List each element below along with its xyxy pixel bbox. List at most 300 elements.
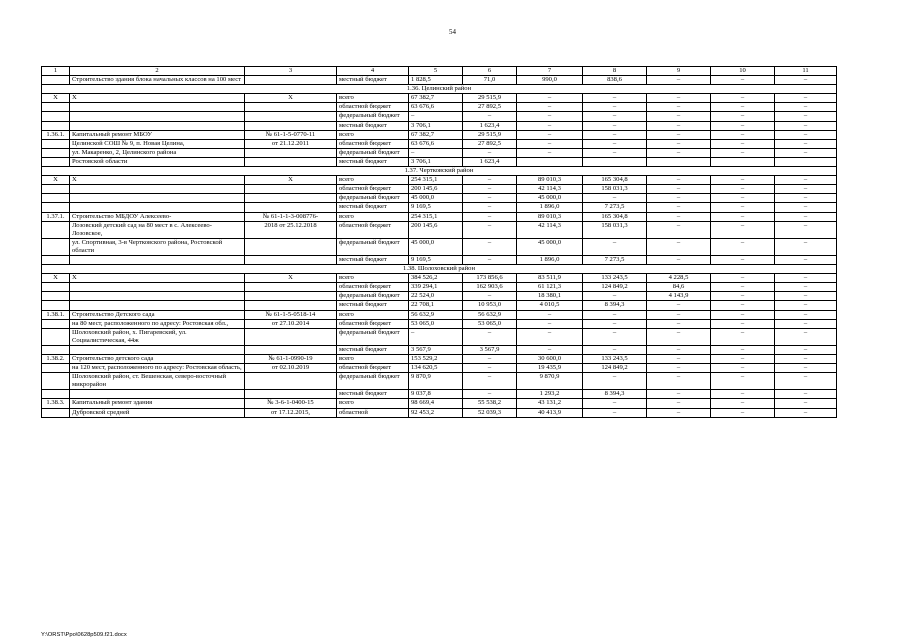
table-cell: 158 031,3: [583, 221, 647, 238]
table-cell: 67 382,7: [409, 130, 463, 139]
table-cell: 162 903,6: [463, 283, 517, 292]
table-cell: [245, 185, 337, 194]
table-cell: –: [711, 121, 775, 130]
table-cell: [245, 373, 337, 390]
column-header: 9: [647, 67, 711, 76]
table-cell: 200 145,6: [409, 221, 463, 238]
table-cell: –: [517, 121, 583, 130]
table-cell: 83 511,9: [517, 274, 583, 283]
table-cell: –: [463, 194, 517, 203]
table-cell: 45 000,0: [517, 194, 583, 203]
table-cell: 1.37.1.: [42, 212, 70, 221]
table-cell: –: [647, 319, 711, 328]
table-cell: [245, 76, 337, 85]
table-cell: 56 632,9: [463, 310, 517, 319]
table-cell: Строительство здания блока начальных классов на 100 мест: [70, 76, 245, 85]
table-cell: –: [517, 345, 583, 354]
table-cell: [42, 221, 70, 238]
table-cell: –: [711, 76, 775, 85]
table-cell: [245, 121, 337, 130]
column-header: 7: [517, 67, 583, 76]
table-row: [42, 194, 837, 203]
table-cell: –: [583, 121, 647, 130]
table-cell: –: [775, 176, 837, 185]
table-cell: [42, 112, 70, 121]
table-cell: местный бюджет: [337, 301, 409, 310]
table-cell: –: [775, 121, 837, 130]
table-cell: 8 394,3: [583, 301, 647, 310]
table-cell: Капитальный ремонт МБОУ: [70, 130, 245, 139]
table-cell: 22 708,1: [409, 301, 463, 310]
table-cell: [70, 345, 245, 354]
table-cell: –: [647, 364, 711, 373]
table-cell: –: [463, 112, 517, 121]
table-cell: –: [775, 345, 837, 354]
table-cell: [245, 238, 337, 255]
table-cell: –: [775, 390, 837, 399]
table-cell: [42, 148, 70, 157]
table-cell: –: [711, 94, 775, 103]
table-cell: [42, 328, 70, 345]
table-cell: всего: [337, 310, 409, 319]
table-cell: 9 870,9: [409, 373, 463, 390]
column-header: 3: [245, 67, 337, 76]
table-cell: –: [463, 373, 517, 390]
table-cell: –: [517, 148, 583, 157]
table-row: [42, 121, 837, 130]
table-cell: 1.38.3.: [42, 399, 70, 408]
table-cell: местный бюджет: [337, 390, 409, 399]
table-cell: –: [409, 328, 463, 345]
table-cell: 1.38.2.: [42, 355, 70, 364]
table-row: [42, 238, 837, 255]
column-header: 6: [463, 67, 517, 76]
table-cell: [42, 103, 70, 112]
table-cell: Строительство детского сада: [70, 355, 245, 364]
table-cell: [42, 238, 70, 255]
table-cell: от 27.10.2014: [245, 319, 337, 328]
table-row: [42, 212, 837, 221]
table-cell: –: [775, 194, 837, 203]
table-cell: 254 315,1: [409, 212, 463, 221]
section-row: [42, 167, 837, 176]
table-cell: 7 273,5: [583, 255, 647, 264]
table-cell: –: [463, 212, 517, 221]
table-cell: 27 892,5: [463, 139, 517, 148]
table-cell: –: [775, 399, 837, 408]
table-cell: [245, 112, 337, 121]
table-cell: –: [463, 390, 517, 399]
table-cell: –: [463, 364, 517, 373]
table-cell: –: [711, 185, 775, 194]
table-cell: –: [711, 390, 775, 399]
column-header: 5: [409, 67, 463, 76]
table-cell: 3 567,9: [463, 345, 517, 354]
table-cell: всего: [337, 399, 409, 408]
table-cell: –: [409, 148, 463, 157]
table-cell: [583, 157, 647, 166]
table-cell: –: [583, 310, 647, 319]
table-cell: –: [775, 319, 837, 328]
table-cell: [70, 203, 245, 212]
table-cell: –: [463, 238, 517, 255]
table-cell: –: [647, 185, 711, 194]
table-cell: 71,0: [463, 76, 517, 85]
table-cell: федеральный бюджет: [337, 194, 409, 203]
table-cell: –: [647, 408, 711, 417]
table-cell: 53 065,0: [463, 319, 517, 328]
table-cell: 19 435,9: [517, 364, 583, 373]
table-cell: –: [647, 139, 711, 148]
table-cell: 254 315,1: [409, 176, 463, 185]
table-cell: 52 039,3: [463, 408, 517, 417]
table-cell: –: [711, 103, 775, 112]
table-cell: –: [711, 355, 775, 364]
table-cell: 133 243,5: [583, 355, 647, 364]
table-cell: федеральный бюджет: [337, 328, 409, 345]
table-cell: 67 382,7: [409, 94, 463, 103]
table-cell: 63 676,6: [409, 139, 463, 148]
table-cell: –: [463, 255, 517, 264]
table-cell: [42, 408, 70, 417]
table-row: [42, 176, 837, 185]
table-cell: Капитальный ремонт здания: [70, 399, 245, 408]
table-cell: на 120 мест, расположенного по адресу: Ростовская область,: [70, 364, 245, 373]
table-cell: [42, 292, 70, 301]
table-cell: 30 600,0: [517, 355, 583, 364]
table-cell: федеральный бюджет: [337, 238, 409, 255]
table-cell: –: [711, 301, 775, 310]
table-cell: Х: [245, 274, 337, 283]
table-cell: 7 273,5: [583, 203, 647, 212]
table-cell: 55 538,2: [463, 399, 517, 408]
table-cell: Х: [70, 176, 245, 185]
table-cell: –: [583, 94, 647, 103]
table-cell: 42 114,3: [517, 221, 583, 238]
table-cell: 133 243,5: [583, 274, 647, 283]
table-cell: 9 037,8: [409, 390, 463, 399]
table-cell: 45 000,0: [409, 238, 463, 255]
table-cell: 92 453,2: [409, 408, 463, 417]
table-cell: Х: [245, 176, 337, 185]
table-cell: Шолоховский район, х. Пигаревский, ул. Социалистическая, 44ж: [70, 328, 245, 345]
table-cell: –: [647, 328, 711, 345]
table-cell: федеральный бюджет: [337, 112, 409, 121]
section-title: 1.38. Шолоховский район: [42, 265, 837, 274]
table-cell: областной бюджет: [337, 364, 409, 373]
table-cell: областной бюджет: [337, 103, 409, 112]
table-cell: местный бюджет: [337, 76, 409, 85]
table-cell: –: [711, 364, 775, 373]
table-cell: ул. Макаренко, 2, Целинского района: [70, 148, 245, 157]
column-header: 11: [775, 67, 837, 76]
table-cell: 158 031,3: [583, 185, 647, 194]
table-cell: –: [583, 112, 647, 121]
table-row: [42, 112, 837, 121]
table-cell: [42, 373, 70, 390]
table-cell: № 3-6-1-0400-15: [245, 399, 337, 408]
table-cell: [245, 194, 337, 203]
table-cell: –: [647, 203, 711, 212]
table-cell: –: [775, 255, 837, 264]
table-cell: –: [647, 310, 711, 319]
table-cell: [245, 103, 337, 112]
table-cell: [42, 76, 70, 85]
table-cell: 124 849,2: [583, 364, 647, 373]
table-cell: [70, 121, 245, 130]
table-cell: –: [583, 130, 647, 139]
file-path-footer: Y:\ORST\Ppo\0628p509.f21.docx: [41, 632, 127, 638]
table-cell: –: [583, 238, 647, 255]
table-cell: областной бюджет: [337, 221, 409, 238]
table-cell: –: [517, 328, 583, 345]
table-cell: 3 706,1: [409, 121, 463, 130]
table-cell: на 80 мест, расположенного по адресу: Ростовская обл.,: [70, 319, 245, 328]
table-cell: 89 010,3: [517, 176, 583, 185]
table-cell: 43 131,2: [517, 399, 583, 408]
table-row: [42, 390, 837, 399]
table-cell: –: [583, 139, 647, 148]
table-cell: от 21.12.2011: [245, 139, 337, 148]
table-cell: –: [775, 130, 837, 139]
table-cell: федеральный бюджет: [337, 373, 409, 390]
table-cell: 4 143,9: [647, 292, 711, 301]
table-cell: –: [647, 94, 711, 103]
table-cell: 18 380,1: [517, 292, 583, 301]
header-row: [42, 67, 837, 76]
section-row: [42, 265, 837, 274]
table-cell: [517, 157, 583, 166]
table-cell: –: [711, 212, 775, 221]
table-cell: –: [775, 94, 837, 103]
table-cell: –: [775, 112, 837, 121]
table-cell: 98 669,4: [409, 399, 463, 408]
table-cell: [245, 301, 337, 310]
table-cell: –: [517, 139, 583, 148]
table-cell: Х: [245, 94, 337, 103]
table-cell: 165 304,8: [583, 212, 647, 221]
budget-table: [41, 66, 837, 418]
table-cell: 45 000,0: [409, 194, 463, 203]
table-cell: –: [517, 130, 583, 139]
table-cell: 173 856,6: [463, 274, 517, 283]
table-cell: –: [775, 355, 837, 364]
table-cell: –: [647, 373, 711, 390]
section-title: 1.37. Чертковский район: [42, 167, 837, 176]
table-cell: –: [647, 355, 711, 364]
table-cell: –: [775, 364, 837, 373]
table-cell: –: [583, 292, 647, 301]
table-cell: 1 896,0: [517, 203, 583, 212]
table-cell: –: [775, 103, 837, 112]
table-row: [42, 310, 837, 319]
table-row: [42, 221, 837, 238]
table-cell: –: [775, 292, 837, 301]
table-row: [42, 355, 837, 364]
table-cell: Лозовский детский сад на 80 мест в с. Алексеево-Лозовское,: [70, 221, 245, 238]
table-cell: –: [583, 345, 647, 354]
table-cell: всего: [337, 212, 409, 221]
table-cell: [42, 319, 70, 328]
table-cell: –: [711, 274, 775, 283]
table-cell: –: [463, 176, 517, 185]
table-cell: [245, 283, 337, 292]
table-cell: 1.38.1.: [42, 310, 70, 319]
table-cell: [42, 390, 70, 399]
table-cell: [70, 103, 245, 112]
table-cell: [245, 157, 337, 166]
table-cell: –: [463, 148, 517, 157]
table-cell: –: [711, 255, 775, 264]
table-cell: –: [647, 112, 711, 121]
table-cell: 339 294,1: [409, 283, 463, 292]
table-cell: [42, 364, 70, 373]
table-row: [42, 94, 837, 103]
table-cell: –: [517, 112, 583, 121]
table-cell: –: [711, 328, 775, 345]
table-cell: –: [583, 194, 647, 203]
table-cell: –: [517, 319, 583, 328]
table-cell: –: [711, 292, 775, 301]
table-cell: 8 394,3: [583, 390, 647, 399]
column-header: 1: [42, 67, 70, 76]
table-cell: –: [517, 310, 583, 319]
table-cell: –: [647, 238, 711, 255]
table-cell: –: [775, 76, 837, 85]
table-row: [42, 157, 837, 166]
table-cell: –: [711, 319, 775, 328]
table-cell: 990,0: [517, 76, 583, 85]
table-cell: [245, 292, 337, 301]
table-cell: 40 413,9: [517, 408, 583, 417]
table-cell: –: [583, 373, 647, 390]
table-row: [42, 76, 837, 85]
table-cell: 3 706,1: [409, 157, 463, 166]
table-cell: –: [711, 194, 775, 203]
table-cell: [775, 157, 837, 166]
column-header: 10: [711, 67, 775, 76]
table-cell: –: [517, 103, 583, 112]
table-row: [42, 274, 837, 283]
table-cell: местный бюджет: [337, 345, 409, 354]
table-cell: 27 892,5: [463, 103, 517, 112]
table-cell: 200 145,6: [409, 185, 463, 194]
table-cell: 124 849,2: [583, 283, 647, 292]
table-cell: –: [463, 185, 517, 194]
table-cell: [70, 255, 245, 264]
table-cell: 9 169,5: [409, 255, 463, 264]
table-cell: Х: [70, 274, 245, 283]
table-cell: местный бюджет: [337, 255, 409, 264]
column-header: 4: [337, 67, 409, 76]
table-cell: всего: [337, 274, 409, 283]
table-cell: –: [775, 301, 837, 310]
table-cell: областной бюджет: [337, 319, 409, 328]
table-cell: Строительство МБДОУ Алексеево-: [70, 212, 245, 221]
table-cell: Х: [42, 274, 70, 283]
table-cell: 22 524,0: [409, 292, 463, 301]
table-cell: федеральный бюджет: [337, 292, 409, 301]
table-row: [42, 301, 837, 310]
table-cell: [42, 194, 70, 203]
table-cell: местный бюджет: [337, 121, 409, 130]
table-cell: 61 121,3: [517, 283, 583, 292]
table-cell: –: [711, 130, 775, 139]
table-cell: 384 526,2: [409, 274, 463, 283]
table-row: [42, 255, 837, 264]
table-cell: [647, 157, 711, 166]
table-cell: всего: [337, 355, 409, 364]
table-cell: –: [711, 345, 775, 354]
table-cell: –: [647, 390, 711, 399]
table-cell: [42, 121, 70, 130]
column-header: 2: [70, 67, 245, 76]
table-cell: –: [711, 221, 775, 238]
table-cell: всего: [337, 94, 409, 103]
table-cell: [42, 185, 70, 194]
table-cell: –: [647, 301, 711, 310]
table-cell: –: [647, 176, 711, 185]
table-cell: –: [775, 328, 837, 345]
table-cell: 84,6: [647, 283, 711, 292]
table-cell: –: [775, 148, 837, 157]
table-cell: 29 515,9: [463, 130, 517, 139]
table-cell: –: [463, 292, 517, 301]
table-row: [42, 283, 837, 292]
section-title: 1.36. Целинский район: [42, 85, 837, 94]
table-cell: 838,6: [583, 76, 647, 85]
table-cell: –: [647, 130, 711, 139]
table-cell: –: [647, 345, 711, 354]
table-row: [42, 185, 837, 194]
table-cell: –: [647, 121, 711, 130]
table-cell: 89 010,3: [517, 212, 583, 221]
table-cell: –: [647, 148, 711, 157]
table-cell: –: [775, 274, 837, 283]
table-cell: [245, 390, 337, 399]
table-cell: областной бюджет: [337, 139, 409, 148]
table-cell: [245, 345, 337, 354]
table-cell: –: [463, 203, 517, 212]
table-cell: –: [583, 103, 647, 112]
table-cell: [70, 185, 245, 194]
table-cell: –: [647, 103, 711, 112]
table-cell: 42 114,3: [517, 185, 583, 194]
table-cell: областной: [337, 408, 409, 417]
column-header: 8: [583, 67, 647, 76]
table-cell: –: [711, 148, 775, 157]
table-cell: № 61-1-0990-19: [245, 355, 337, 364]
table-cell: федеральный бюджет: [337, 148, 409, 157]
table-cell: Х: [42, 176, 70, 185]
table-cell: 1 623,4: [463, 157, 517, 166]
table-cell: 9 870,9: [517, 373, 583, 390]
table-row: [42, 345, 837, 354]
section-row: [42, 85, 837, 94]
table-cell: всего: [337, 176, 409, 185]
table-cell: № 61-1-1-3-008776-: [245, 212, 337, 221]
table-cell: Х: [70, 94, 245, 103]
table-row: [42, 203, 837, 212]
table-row: [42, 103, 837, 112]
table-cell: 56 632,9: [409, 310, 463, 319]
table-cell: 165 304,8: [583, 176, 647, 185]
table-cell: Ростовской области: [70, 157, 245, 166]
table-cell: областной бюджет: [337, 185, 409, 194]
table-cell: от 17.12.2015,: [245, 408, 337, 417]
table-cell: местный бюджет: [337, 203, 409, 212]
table-cell: [42, 157, 70, 166]
